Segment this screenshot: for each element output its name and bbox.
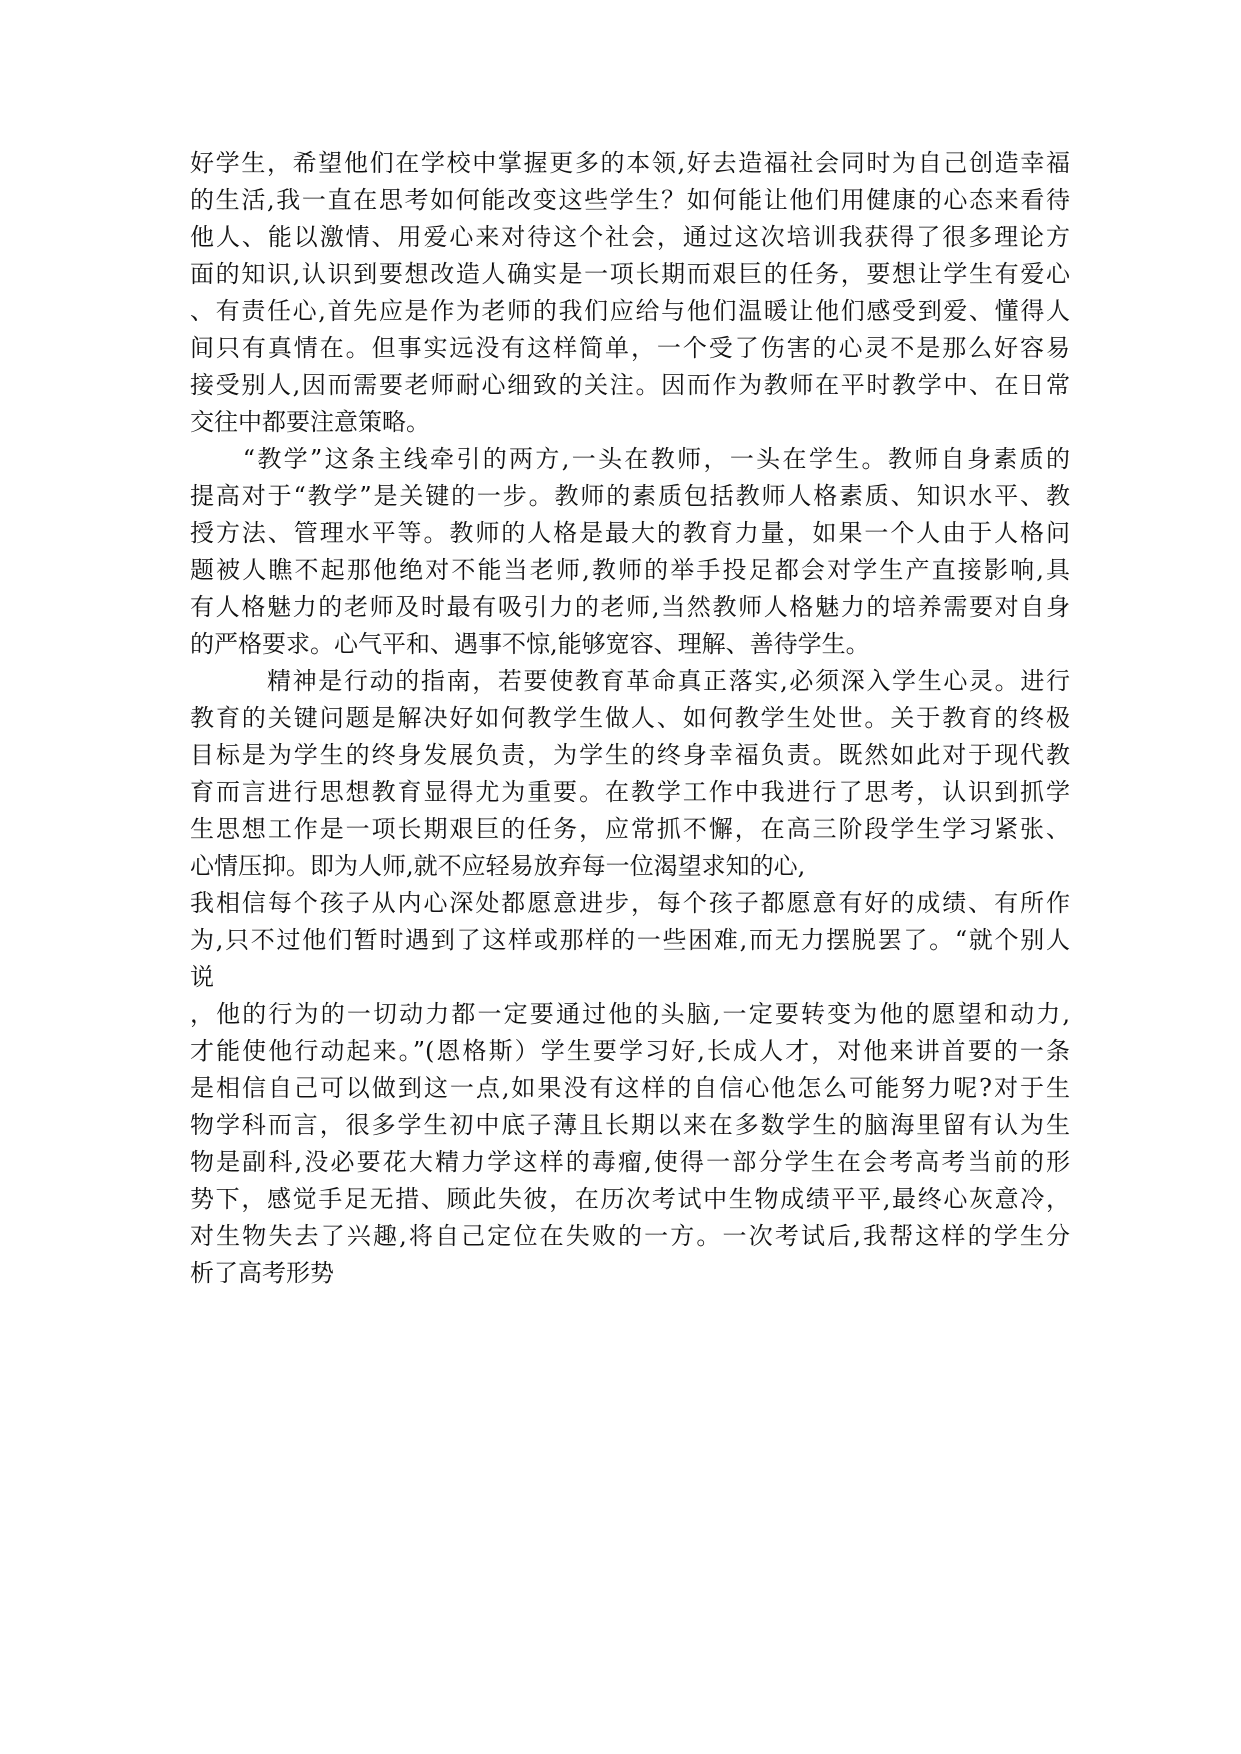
text-line: 为,只不过他们暂时遇到了这样或那样的一些困难,而无力摆脱罢了。“就个别人: [190, 926, 1070, 954]
text-line: 提高对于“教学”是关键的一步。教师的素质包括教师人格素质、知识水平、教: [190, 482, 1070, 510]
text-line: 有人格魅力的老师及时最有吸引力的老师,当然教师人格魅力的培养需要对自身: [190, 593, 1070, 621]
text-line: 说: [190, 963, 214, 991]
text-line: 的生活,我一直在思考如何能改变这些学生？如何能让他们用健康的心态来看待: [190, 186, 1070, 214]
text-line: 他人、能以激情、用爱心来对待这个社会，通过这次培训我获得了很多理论方: [190, 223, 1070, 251]
text-line: 、有责任心,首先应是作为老师的我们应给与他们温暖让他们感受到爱、懂得人: [190, 297, 1070, 325]
text-line: 育而言进行思想教育显得尤为重要。在教学工作中我进行了思考，认识到抓学: [190, 778, 1070, 806]
text-line: ，他的行为的一切动力都一定要通过他的头脑,一定要转变为他的愿望和动力,: [190, 1000, 1070, 1028]
text-line: 才能使他行动起来。”(恩格斯）学生要学习好,长成人才，对他来讲首要的一条: [190, 1037, 1070, 1065]
text-line: 交往中都要注意策略。: [190, 408, 430, 436]
text-line: 面的知识,认识到要想改造人确实是一项长期而艰巨的任务，要想让学生有爱心: [190, 260, 1070, 288]
text-line: “教学”这条主线牵引的两方,一头在教师，一头在学生。教师自身素质的: [190, 445, 1070, 473]
text-line: 生思想工作是一项长期艰巨的任务，应常抓不懈，在高三阶段学生学习紧张、: [190, 815, 1070, 843]
text-line: 题被人瞧不起那他绝对不能当老师,教师的举手投足都会对学生产直接影响,具: [190, 556, 1070, 584]
text-line: 对生物失去了兴趣,将自己定位在失败的一方。一次考试后,我帮这样的学生分: [190, 1222, 1070, 1250]
text-line: 授方法、管理水平等。教师的人格是最大的教育力量，如果一个人由于人格问: [190, 519, 1070, 547]
text-line: 是相信自己可以做到这一点,如果没有这样的自信心他怎么可能努力呢?对于生: [190, 1074, 1070, 1102]
text-line: 精神是行动的指南，若要使教育革命真正落实,必须深入学生心灵。进行: [190, 667, 1070, 695]
text-line: 心情压抑。即为人师,就不应轻易放弃每一位渴望求知的心,: [190, 852, 806, 880]
text-line: 接受别人,因而需要老师耐心细致的关注。因而作为教师在平时教学中、在日常: [190, 371, 1070, 399]
text-line: 物是副科,没必要花大精力学这样的毒瘤,使得一部分学生在会考高考当前的形: [190, 1148, 1070, 1176]
body-text: [190, 145, 1070, 1292]
text-line: 我相信每个孩子从内心深处都愿意进步，每个孩子都愿意有好的成绩、有所作: [190, 889, 1070, 917]
text-line: 的严格要求。心气平和、遇事不惊,能够宽容、理解、善待学生。: [190, 630, 870, 658]
text-line: 间只有真情在。但事实远没有这样简单，一个受了伤害的心灵不是那么好容易: [190, 334, 1070, 362]
text-line: 好学生，希望他们在学校中掌握更多的本领,好去造福社会同时为自己创造幸福: [190, 149, 1070, 177]
text-line: 物学科而言，很多学生初中底子薄且长期以来在多数学生的脑海里留有认为生: [190, 1111, 1070, 1139]
text-line: 教育的关键问题是解决好如何教学生做人、如何教学生处世。关于教育的终极: [190, 704, 1070, 732]
text-line: 析了高考形势: [190, 1259, 334, 1287]
text-line: 目标是为学生的终身发展负责，为学生的终身幸福负责。既然如此对于现代教: [190, 741, 1070, 769]
text-line: 势下，感觉手足无措、顾此失彼，在历次考试中生物成绩平平,最终心灰意冷，: [190, 1185, 1070, 1213]
